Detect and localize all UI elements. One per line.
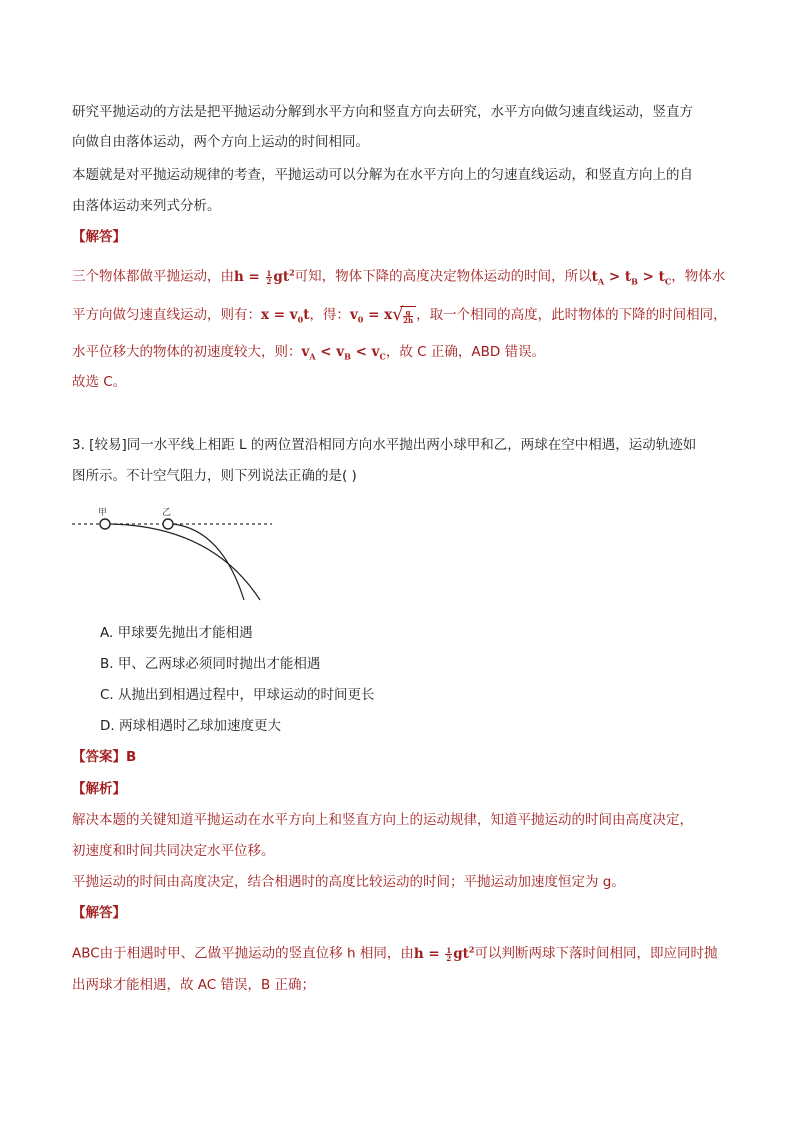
label-jia: 甲 [98, 508, 108, 518]
ball-yi [163, 519, 173, 529]
solution-paragraph-2: 平方向做匀速直线运动，则有：$x = v_0t$，得：$v_0 = x$ √ $\frac{g}{2h}$ ，取一个相同的高度，此时物体的下降的时间相同， [72, 304, 727, 325]
analysis-heading: 【解析】 [72, 781, 126, 797]
analysis-line2: 初速度和时间共同决定水平位移。 [72, 843, 275, 859]
answer: 【答案】B [72, 749, 137, 765]
trajectory-jia [110, 524, 260, 600]
option-d: D. 两球相遇时乙球加速度更大 [100, 718, 281, 734]
solution-paragraph-1: 三个物体都做平抛运动，由h = $\frac{1}{2}$ $gt^2$可知，物体下降的高度决定物体运动的时间，所以$t_A > t_B > t_C$，物体水 [72, 267, 726, 287]
label-yi: 乙 [162, 508, 172, 518]
question-3-line2: 图所示。不计空气阻力，则下列说法正确的是( ) [72, 468, 357, 484]
trajectory-yi [173, 524, 244, 600]
solution3-line1: ABC由于相遇时甲、乙做平抛运动的竖直位移 h 相同，由h = $\frac{1}{2}$ $gt^2$可以判断两球下落时间相同，即应同时抛 [72, 944, 718, 963]
analysis-intro-line2: 向做自由落体运动，两个方向上运动的时间相同。 [72, 134, 369, 150]
option-a: A. 甲球要先抛出才能相遇 [100, 625, 253, 641]
analysis-intro-line4: 由落体运动来列式分析。 [72, 198, 221, 214]
solution3-heading: 【解答】 [72, 905, 126, 921]
trajectory-diagram [72, 500, 282, 610]
sqrt-expression: √ $\frac{g}{2h}$ [392, 306, 416, 325]
solution-conclusion: 故选 C。 [72, 374, 127, 390]
analysis-line3: 平抛运动的时间由高度决定，结合相遇时的高度比较运动的时间；平抛运动加速度恒定为 g。 [72, 874, 625, 890]
analysis-intro-line3: 本题就是对平抛运动规律的考查，平抛运动可以分解为在水平方向上的匀速直线运动，和竖直方向上的自 [72, 167, 693, 183]
solution3-line2: 出两球才能相遇，故 AC 错误，B 正确； [72, 977, 316, 993]
question-3-line1: 3. [较易]同一水平线上相距 L 的两位置沿相同方向水平抛出两小球甲和乙，两球在空中相遇，运动轨迹如 [72, 437, 697, 453]
ball-jia [100, 519, 110, 529]
solution-paragraph-3: 水平位移大的物体的初速度较大，则：$v_A < v_B < v_C$，故 C 正确，ABD 错误。 [72, 344, 546, 362]
option-b: B. 甲、乙两球必须同时抛出才能相遇 [100, 656, 321, 672]
option-c: C. 从抛出到相遇过程中，甲球运动的时间更长 [100, 687, 375, 703]
trajectory-figure [72, 500, 282, 614]
analysis-line1: 解决本题的关键知道平抛运动在水平方向上和竖直方向上的运动规律，知道平抛运动的时间由高度决定， [72, 812, 693, 828]
solution-heading: 【解答】 [72, 229, 126, 245]
analysis-intro-line1: 研究平抛运动的方法是把平抛运动分解到水平方向和竖直方向去研究，水平方向做匀速直线运动，竖直方 [72, 104, 693, 120]
